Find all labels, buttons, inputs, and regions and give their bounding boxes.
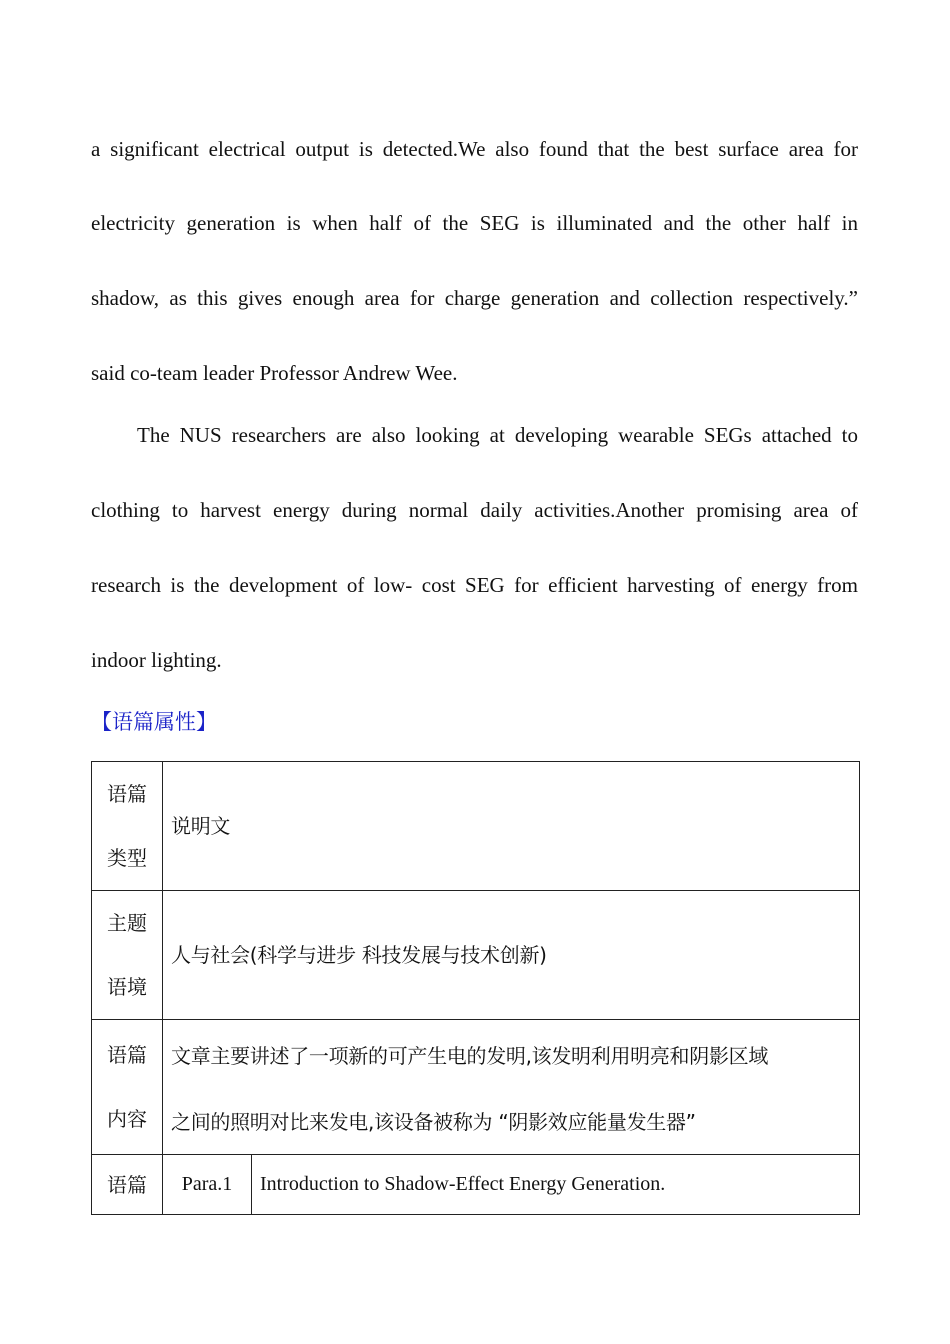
structure-label: 语篇 bbox=[107, 1172, 147, 1197]
section-title: 【语篇属性】 bbox=[91, 710, 217, 734]
para-summary: Introduction to Shadow-Effect Energy Generation. bbox=[252, 1155, 860, 1215]
passage-line: shadow, as this gives enough area for charge generation and collection respectively.” bbox=[91, 286, 858, 310]
passage-line: research is the development of low- cost SEG for efficient harvesting of energy from bbox=[91, 573, 858, 597]
passage-line: The NUS researchers are also looking at developing wearable SEGs attached to bbox=[137, 423, 858, 447]
table-row bbox=[92, 1020, 860, 1155]
discourse-attributes-table bbox=[91, 761, 860, 1215]
passage-line: a significant electrical output is detected.We also found that the best surface area for bbox=[91, 137, 858, 161]
passage-line: clothing to harvest energy during normal daily activities.Another promising area of bbox=[91, 498, 858, 522]
row-value bbox=[163, 762, 860, 891]
passage-line: said co-team leader Professor Andrew Wee. bbox=[91, 361, 458, 385]
row-value-line: 文章主要讲述了一项新的可产生电的发明,该发明利用明亮和阴影区域 bbox=[171, 1044, 769, 1068]
row-label-line: 内容 bbox=[107, 1107, 147, 1131]
row-value bbox=[163, 1020, 860, 1155]
row-label-line: 语篇 bbox=[107, 782, 147, 806]
row-label-line: 类型 bbox=[107, 846, 147, 870]
passage-line: electricity generation is when half of the SEG is illuminated and the other half in bbox=[91, 211, 858, 235]
row-value-line: 人与社会(科学与进步 科技发展与技术创新) bbox=[171, 943, 547, 967]
row-label bbox=[92, 1020, 163, 1155]
row-label bbox=[92, 1155, 163, 1215]
passage-line: indoor lighting. bbox=[91, 648, 222, 672]
row-label-line: 主题 bbox=[107, 911, 147, 935]
para-number: Para.1 bbox=[163, 1155, 252, 1215]
table-row bbox=[92, 891, 860, 1020]
table-row bbox=[92, 1155, 860, 1215]
row-value-line: 说明文 bbox=[171, 814, 231, 838]
row-label-line: 语境 bbox=[107, 975, 147, 999]
row-value-line: 之间的照明对比来发电,该设备被称为 “阴影效应能量发生器” bbox=[171, 1110, 696, 1134]
row-label-line: 语篇 bbox=[107, 1043, 147, 1067]
row-value bbox=[163, 891, 860, 1020]
row-label bbox=[92, 762, 163, 891]
table-row bbox=[92, 762, 860, 891]
row-label bbox=[92, 891, 163, 1020]
